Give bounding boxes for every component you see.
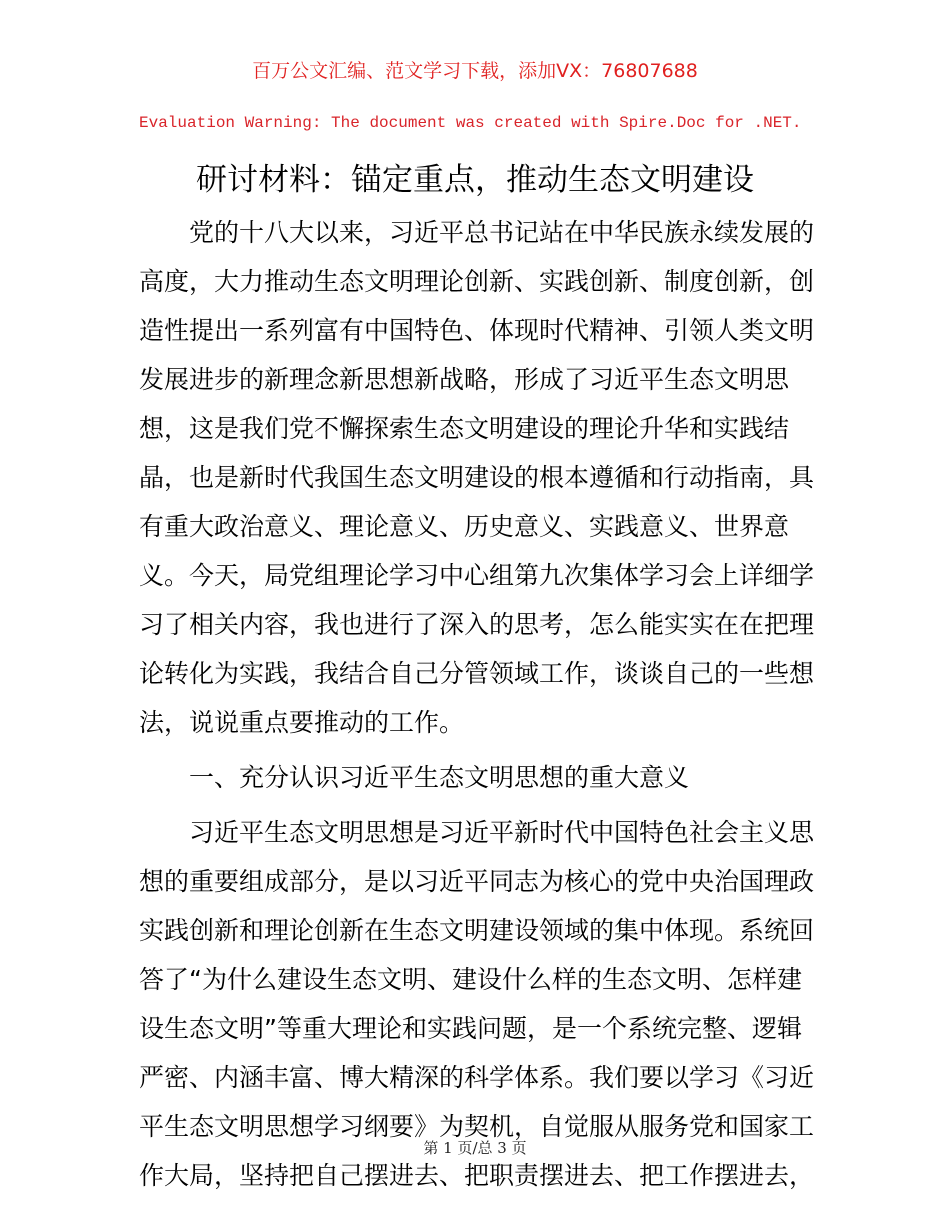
header-banner: 百万公文汇编、范文学习下载，添加VX：76807688 <box>252 60 698 82</box>
text-line: 有重大政治意义、理论意义、历史意义、实践意义、世界意 <box>139 512 790 541</box>
text-line: 晶，也是新时代我国生态文明建设的根本遵循和行动指南，具 <box>139 463 815 492</box>
page-footer: 第 1 页/总 3 页 <box>423 1139 527 1157</box>
text-line: 作大局，坚持把自己摆进去、把职责摆进去、把工作摆进去， <box>139 1161 815 1190</box>
text-line: 设生态文明”等重大理论和实践问题，是一个系统完整、逻辑 <box>139 1014 802 1043</box>
text-line: 党的十八大以来，习近平总书记站在中华民族永续发展的 <box>189 218 815 247</box>
text-line: 严密、内涵丰富、博大精深的科学体系。我们要以学习《习近 <box>139 1063 815 1092</box>
text-line: 平生态文明思想学习纲要》为契机，自觉服从服务党和国家工 <box>139 1112 815 1141</box>
text-line: 习了相关内容，我也进行了深入的思考，怎么能实实在在把理 <box>139 610 815 639</box>
text-line: 发展进步的新理念新思想新战略，形成了习近平生态文明思 <box>139 365 790 394</box>
text-line: 法，说说重点要推动的工作。 <box>139 708 465 737</box>
text-line: 想的重要组成部分，是以习近平同志为核心的党中央治国理政 <box>139 867 815 896</box>
evaluation-warning: Evaluation Warning: The document was created with Spire.Doc for .NET. <box>139 114 802 132</box>
paragraph-intro <box>139 208 819 747</box>
text-line: 答了“为什么建设生态文明、建设什么样的生态文明、怎样建 <box>139 965 802 994</box>
text-line: 造性提出一系列富有中国特色、体现时代精神、引领人类文明 <box>139 316 815 345</box>
text-line: 习近平生态文明思想是习近平新时代中国特色社会主义思 <box>189 818 815 847</box>
text-line: 想，这是我们党不懈探索生态文明建设的理论升华和实践结 <box>139 414 790 443</box>
text-line: 高度，大力推动生态文明理论创新、实践创新、制度创新，创 <box>139 267 815 296</box>
section-heading: 一、充分认识习近平生态文明思想的重大意义 <box>189 763 690 792</box>
text-line: 义。今天，局党组理论学习中心组第九次集体学习会上详细学 <box>139 561 815 590</box>
document-title: 研讨材料：锚定重点，推动生态文明建设 <box>196 162 754 198</box>
document-body <box>139 208 819 1200</box>
text-line: 实践创新和理论创新在生态文明建设领域的集中体现。系统回 <box>139 916 815 945</box>
text-line: 论转化为实践，我结合自己分管领域工作，谈谈自己的一些想 <box>139 659 815 688</box>
